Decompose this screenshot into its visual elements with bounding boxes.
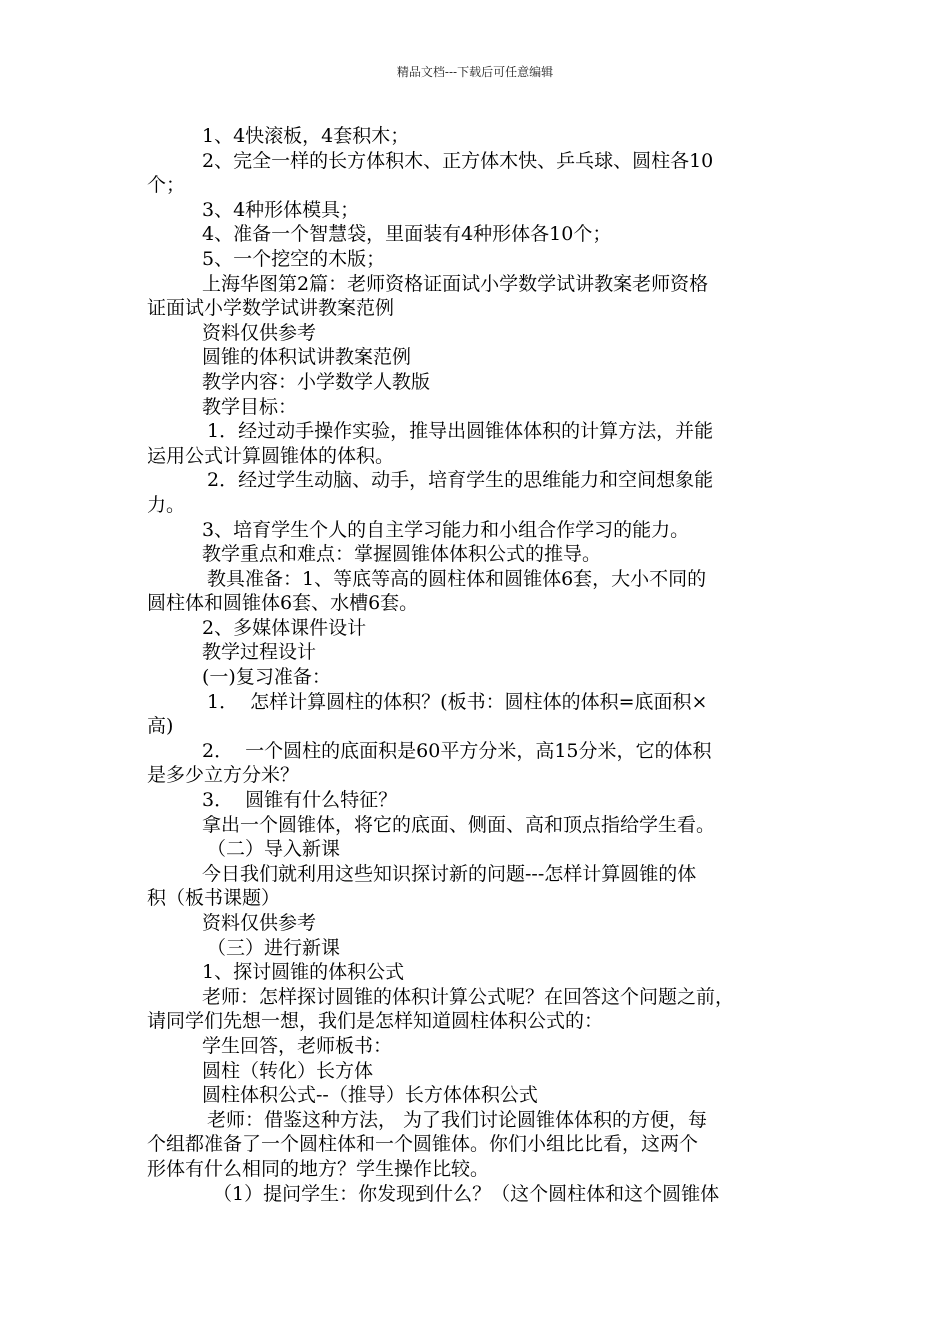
text-line: (一)复习准备： [202,666,331,689]
text-line: 教学目标： [202,395,298,418]
text-line: 证面试小学数学试讲教案范例 [147,297,395,320]
text-line: 资料仅供参考 [202,321,317,344]
text-line: 圆柱体和圆锥体6套、水槽6套。 [147,592,419,615]
text-line: 学生回答，老师板书： [202,1034,393,1057]
text-line: 教学内容：小学数学人教版 [202,370,431,393]
text-line: 圆柱（转化）长方体 [202,1059,374,1082]
text-line: 上海华图第2篇：老师资格证面试小学数学试讲教案老师资格 [202,272,709,295]
text-line: 2．经过学生动脑、动手，培育学生的思维能力和空间想象能 [207,469,714,492]
text-line: 运用公式计算圆锥体的体积。 [147,444,395,467]
text-line: 老师：借鉴这种方法， 为了我们讨论圆锥体体积的方便，每 [207,1108,708,1131]
text-line: 教具准备：1、等底等高的圆柱体和圆锥体6套，大小不同的 [207,567,707,590]
text-line: （二）导入新课 [207,838,341,861]
text-line: 3． 圆锥有什么特征？ [202,789,398,812]
text-line: 是多少立方分米？ [147,764,300,787]
text-line: 请同学们先想一想，我们是怎样知道圆柱体积公式的： [147,1010,604,1033]
text-line: 2、完全一样的长方体积木、正方体木快、乒乓球、圆柱各10 [202,149,714,172]
text-line: 个组都准备了一个圆柱体和一个圆锥体。你们小组比比看，这两个 [147,1133,699,1156]
text-line: 形体有什么相同的地方？学生操作比较。 [147,1157,490,1180]
text-line: 教学过程设计 [202,641,317,664]
document-body [147,124,817,1206]
text-line: 1、4快滚板，4套积木； [202,125,410,147]
text-line: 2． 一个圆柱的底面积是60平方分米，高15分米，它的体积 [202,739,712,762]
text-line: 高) [147,715,174,738]
text-line: 教学重点和难点：掌握圆锥体体积公式的推导。 [202,543,602,566]
text-line: 5、一个挖空的木版； [202,247,386,270]
text-line: 今日我们就利用这些知识探讨新的问题---怎样计算圆锥的体 [202,862,697,885]
text-line: 老师：怎样探讨圆锥的体积计算公式呢？在回答这个问题之前， [202,985,735,1008]
text-line: 拿出一个圆锥体，将它的底面、侧面、高和顶点指给学生看。 [202,813,716,836]
text-line: 3、培育学生个人的自主学习能力和小组合作学习的能力。 [202,518,690,541]
text-line: 力。 [147,493,186,516]
text-line: 资料仅供参考 [202,912,317,934]
text-line: 3、4种形体模具； [202,198,360,221]
text-line: 圆柱体积公式--（推导）长方体体积公式 [202,1084,538,1107]
text-line: 2、多媒体课件设计 [202,616,367,639]
page-header: 精品文档---下载后可任意编辑 [396,65,554,79]
text-line: 4、准备一个智慧袋，里面装有4种形体各10个； [202,223,612,246]
text-line: 1． 怎样计算圆柱的体积？(板书：圆柱体的体积=底面积× [207,690,708,713]
text-line: （1）提问学生：你发现到什么？（这个圆柱体和这个圆锥体 [213,1182,720,1205]
text-line: 1、探讨圆锥的体积公式 [202,961,405,984]
text-line: 积（板书课题） [147,887,281,910]
text-line: 1．经过动手操作实验，推导出圆锥体体积的计算方法，并能 [207,420,714,443]
text-line: 个； [147,174,186,197]
text-line: （三）进行新课 [207,936,341,959]
text-line: 圆锥的体积试讲教案范例 [202,346,412,369]
